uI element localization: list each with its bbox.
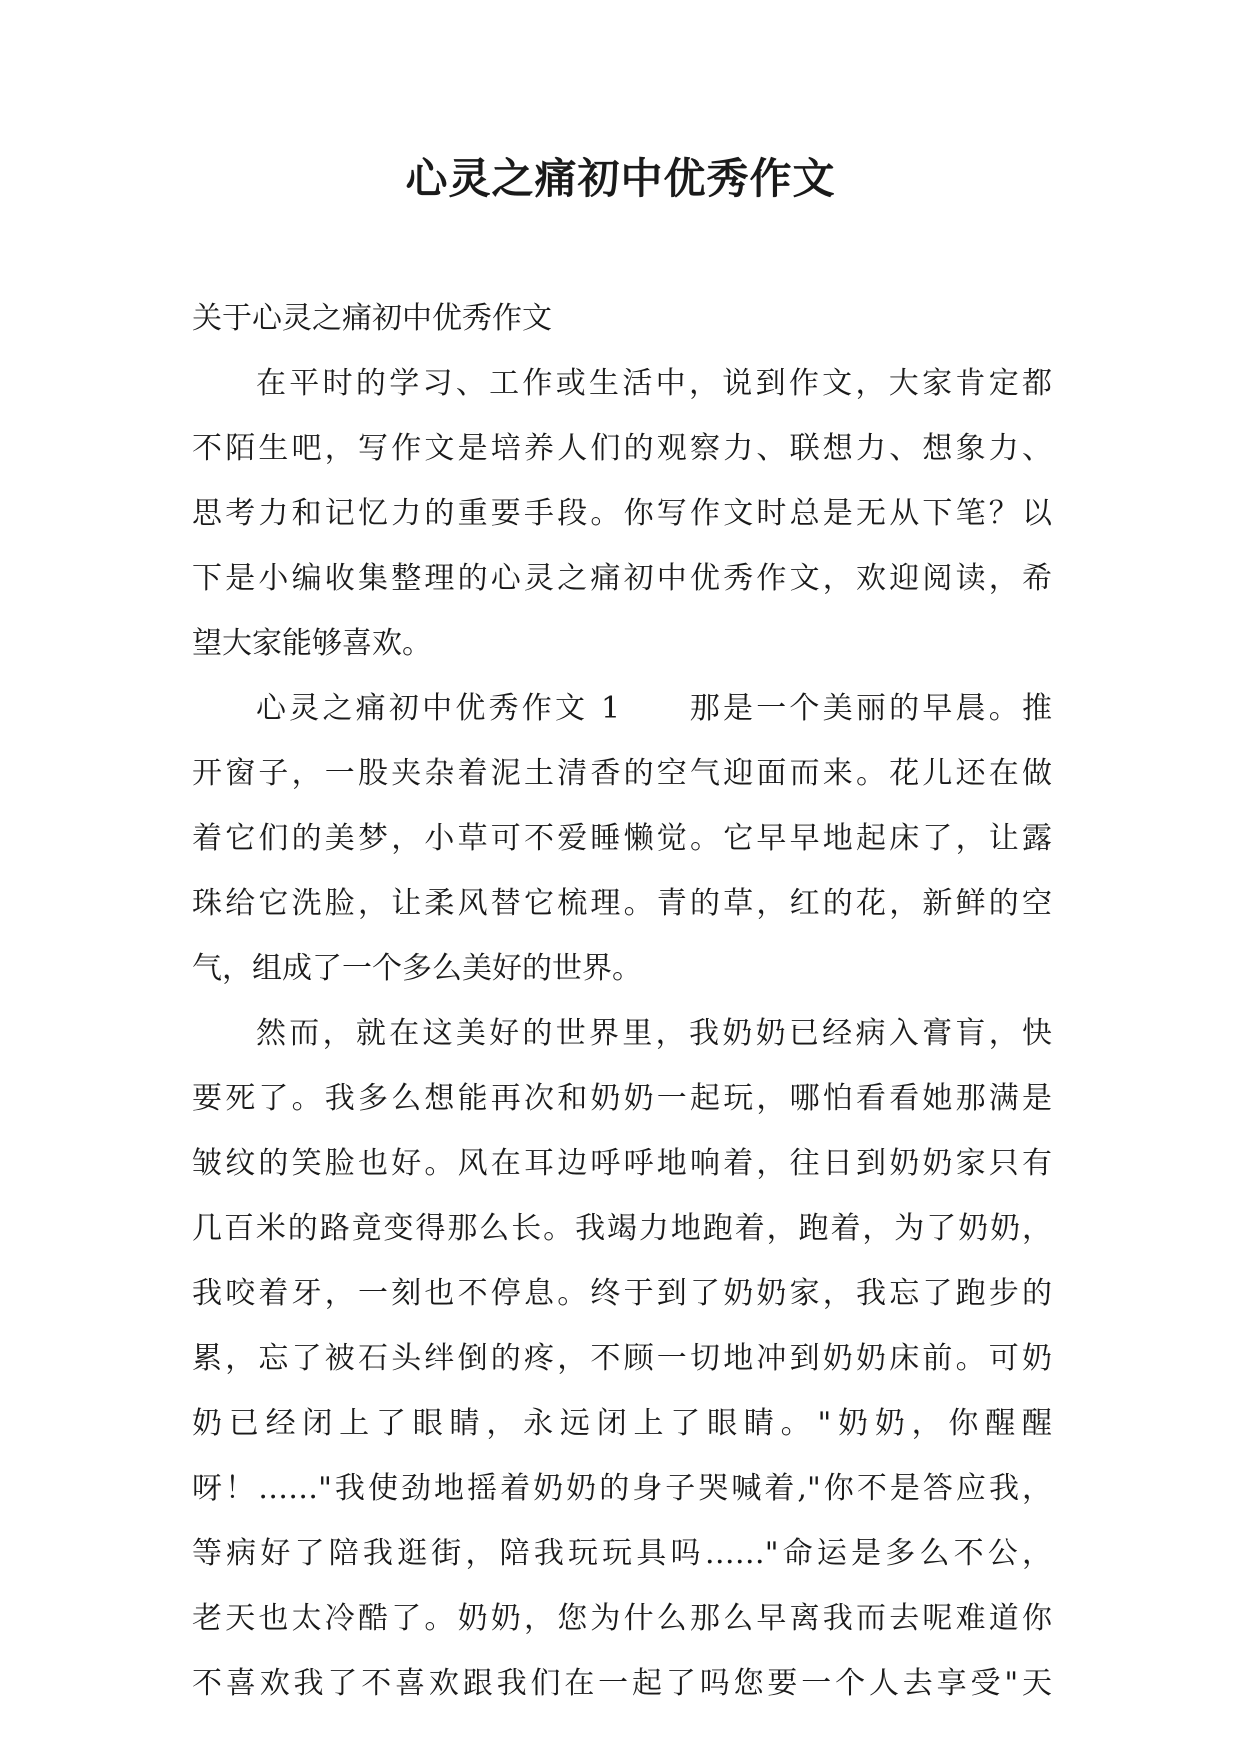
paragraph-line: 要死了。我多么想能再次和奶奶一起玩，哪怕看看她那满是 — [192, 1081, 1052, 1116]
document-body — [192, 286, 1052, 1716]
paragraph-line: 老天也太冷酷了。奶奶，您为什么那么早离我而去呢难道你 — [192, 1601, 1052, 1636]
paragraph-line: 下是小编收集整理的心灵之痛初中优秀作文，欢迎阅读，希 — [192, 561, 1052, 596]
paragraph-line: 心灵之痛初中优秀作文 1 那是一个美丽的早晨。推 — [256, 691, 1052, 726]
paragraph-line: 不喜欢我了不喜欢跟我们在一起了吗您要一个人去享受"天 — [192, 1666, 1052, 1701]
paragraph-line: 几百米的路竟变得那么长。我竭力地跑着，跑着，为了奶奶， — [192, 1211, 1052, 1246]
paragraph-line: 然而，就在这美好的世界里，我奶奶已经病入膏肓，快 — [256, 1016, 1052, 1051]
paragraph-line: 皱纹的笑脸也好。风在耳边呼呼地响着，往日到奶奶家只有 — [192, 1146, 1052, 1181]
paragraph-line: 累，忘了被石头绊倒的疼，不顾一切地冲到奶奶床前。可奶 — [192, 1341, 1052, 1376]
paragraph-line: 呀！……"我使劲地摇着奶奶的身子哭喊着,"你不是答应我， — [192, 1471, 1052, 1506]
document-title: 心灵之痛初中优秀作文 — [405, 154, 836, 203]
paragraph-line: 等病好了陪我逛街，陪我玩玩具吗……"命运是多么不公， — [192, 1536, 1052, 1571]
paragraph-line: 奶已经闭上了眼睛，永远闭上了眼睛。"奶奶，你醒醒 — [192, 1406, 1052, 1441]
paragraph-line: 在平时的学习、工作或生活中，说到作文，大家肯定都 — [256, 366, 1052, 401]
paragraph-line: 望大家能够喜欢。 — [192, 626, 432, 661]
paragraph-line: 珠给它洗脸，让柔风替它梳理。青的草，红的花，新鲜的空 — [192, 886, 1052, 921]
paragraph-line: 气，组成了一个多么美好的世界。 — [192, 951, 642, 986]
paragraph-line: 着它们的美梦，小草可不爱睡懒觉。它早早地起床了，让露 — [192, 821, 1052, 856]
paragraph-line: 不陌生吧，写作文是培养人们的观察力、联想力、想象力、 — [192, 431, 1052, 466]
paragraph-line: 思考力和记忆力的重要手段。你写作文时总是无从下笔？以 — [192, 496, 1052, 531]
paragraph-line: 我咬着牙，一刻也不停息。终于到了奶奶家，我忘了跑步的 — [192, 1276, 1052, 1311]
paragraph-line: 开窗子，一股夹杂着泥土清香的空气迎面而来。花儿还在做 — [192, 756, 1052, 791]
intro-heading-line: 关于心灵之痛初中优秀作文 — [192, 301, 552, 336]
